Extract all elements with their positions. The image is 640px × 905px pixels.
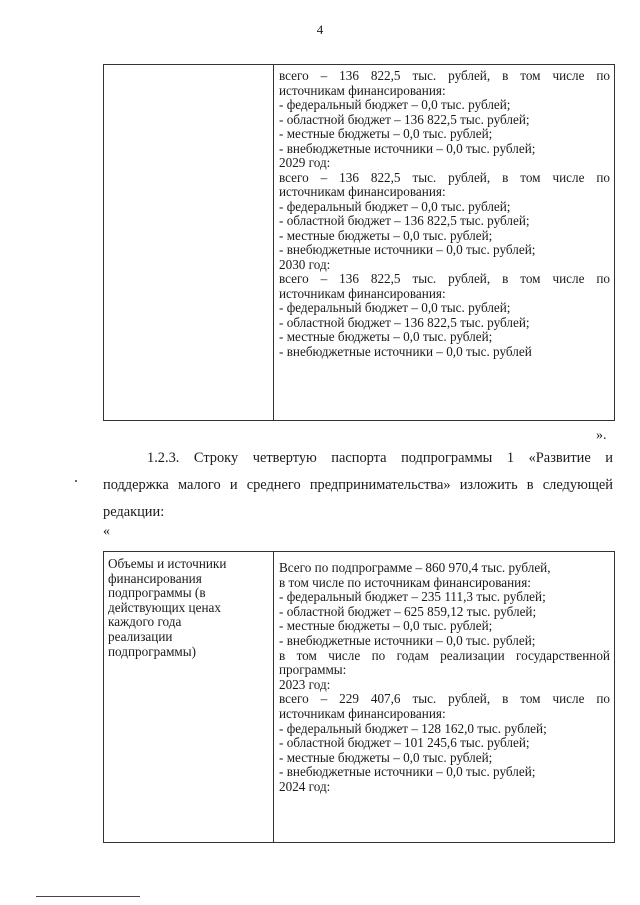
table2-left-line: подпрограммы (в — [108, 585, 206, 601]
table2-line: - федеральный бюджет – 235 111,3 тыс. рублей; — [279, 589, 546, 605]
table1-line: - местные бюджеты – 0,0 тыс. рублей; — [279, 329, 493, 344]
table2-line: в том числе по источникам финансирования: — [279, 574, 531, 590]
table2-line: всего – 229 407,6 тыс. рублей, в том числе по — [279, 691, 610, 707]
table2-line: 2023 год: — [279, 676, 331, 692]
table2-left-line: финансирования — [108, 570, 202, 586]
amendment-paragraph — [103, 445, 613, 526]
table2-line: - федеральный бюджет – 128 162,0 тыс. рублей; — [279, 720, 547, 736]
page-number: 4 — [316, 22, 324, 37]
table1-line: 2029 год: — [279, 155, 331, 170]
table1-line: всего – 136 822,5 тыс. рублей, в том числе по — [279, 68, 610, 83]
table2-line: в том числе по годам реализации государственной — [279, 647, 610, 663]
table2-left-cell — [104, 552, 274, 842]
table1-line: - местные бюджеты – 0,0 тыс. рублей; — [279, 126, 493, 141]
table1-line: - местные бюджеты – 0,0 тыс. рублей; — [279, 227, 493, 243]
paragraph-line: поддержка малого и среднего предпринимательства» изложить в следующей — [103, 477, 613, 493]
table1-line: источникам финансирования: — [279, 184, 446, 199]
table2-left-line: действующих ценах — [108, 599, 221, 615]
funding-table-continuation — [103, 64, 615, 421]
table2-line: - областной бюджет – 625 859,12 тыс. рублей; — [279, 603, 537, 619]
table1-line: всего – 136 822,5 тыс. рублей, в том числе по — [279, 169, 610, 185]
table1-right-cell — [274, 65, 614, 420]
table2-line: - внебюджетные источники – 0,0 тыс. рублей; — [279, 632, 536, 648]
table2-line: программы: — [279, 662, 347, 678]
table2-line: - областной бюджет – 101 245,6 тыс. рублей; — [279, 735, 530, 751]
table2-line: 2024 год: — [279, 778, 331, 794]
opening-quote: « — [103, 524, 110, 539]
table1-line: - областной бюджет – 136 822,5 тыс. рублей; — [279, 213, 530, 228]
paragraph-line: редакции: — [103, 504, 165, 520]
table2-line: - внебюджетные источники – 0,0 тыс. рублей; — [279, 764, 536, 780]
table1-line: источникам финансирования: — [279, 82, 446, 98]
paragraph-line: 1.2.3. Строку четвертую паспорта подпрограммы 1 «Развитие и — [147, 450, 613, 466]
table1-line: - внебюджетные источники – 0,0 тыс. рублей; — [279, 242, 536, 257]
funding-table — [103, 551, 615, 843]
table2-left-line: подпрограммы) — [108, 643, 197, 659]
table1-line: - федеральный бюджет – 0,0 тыс. рублей; — [279, 300, 511, 315]
table2-left-line: реализации — [108, 628, 173, 644]
table1-line: - внебюджетные источники – 0,0 тыс. рублей — [279, 343, 532, 359]
table1-line: - федеральный бюджет – 0,0 тыс. рублей; — [279, 198, 511, 214]
table2-line: Всего по подпрограмме – 860 970,4 тыс. рублей, — [279, 560, 551, 575]
table1-line: - областной бюджет – 136 822,5 тыс. рублей; — [279, 314, 530, 330]
table1-line: 2030 год: — [279, 256, 331, 272]
table2-left-line: Объемы и источники — [108, 556, 227, 571]
table1-line: - областной бюджет – 136 822,5 тыс. рублей; — [279, 111, 530, 127]
table2-left-line: каждого года — [108, 614, 182, 630]
table1-left-cell — [104, 65, 274, 420]
table1-line: - внебюджетные источники – 0,0 тыс. рублей; — [279, 140, 536, 156]
footnote-rule — [36, 896, 140, 897]
table1-line: - федеральный бюджет – 0,0 тыс. рублей; — [279, 97, 511, 112]
table2-right-cell — [274, 552, 614, 842]
table1-line: всего – 136 822,5 тыс. рублей, в том числе по — [279, 271, 610, 286]
table2-line: источникам финансирования: — [279, 705, 446, 721]
scan-speck — [75, 480, 77, 482]
table2-line: - местные бюджеты – 0,0 тыс. рублей; — [279, 618, 493, 634]
closing-quote: ». — [596, 428, 607, 443]
table2-line: - местные бюджеты – 0,0 тыс. рублей; — [279, 749, 493, 765]
table1-line: источникам финансирования: — [279, 285, 446, 301]
